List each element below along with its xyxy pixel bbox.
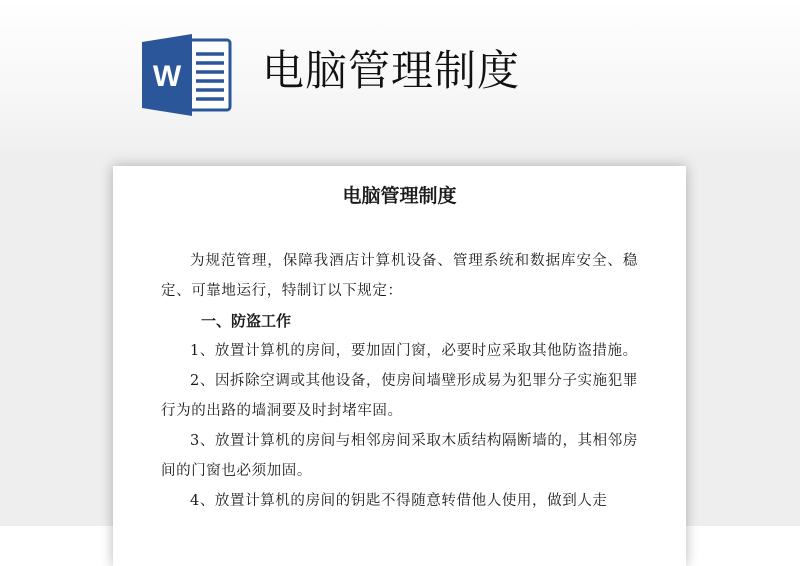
page-header-title: 电脑管理制度 [262,46,521,95]
intro-paragraph: 为规范管理，保障我酒店计算机设备、管理系统和数据库安全、稳定、可靠地运行，特制订以下规定： [161,253,638,299]
word-document-icon [142,34,232,116]
section-heading: 一、防盗工作 [201,312,292,330]
list-item: 3、放置计算机的房间与相邻房间采取木质结构隔断墙的，其相邻房间的门窗也必须加固。 [161,433,638,479]
list-item: 4、放置计算机的房间的钥匙不得随意转借他人使用，做到人走 [190,493,608,509]
document-title: 电脑管理制度 [342,185,457,207]
document-page [113,166,686,566]
word-icon-letter: W [152,60,182,93]
list-item: 1、放置计算机的房间，要加固门窗，必要时应采取其他防盗措施。 [190,343,638,359]
list-item: 2、因拆除空调或其他设备，使房间墙壁形成易为犯罪分子实施犯罪行为的出路的墙洞要及时封堵牢固。 [161,373,638,419]
